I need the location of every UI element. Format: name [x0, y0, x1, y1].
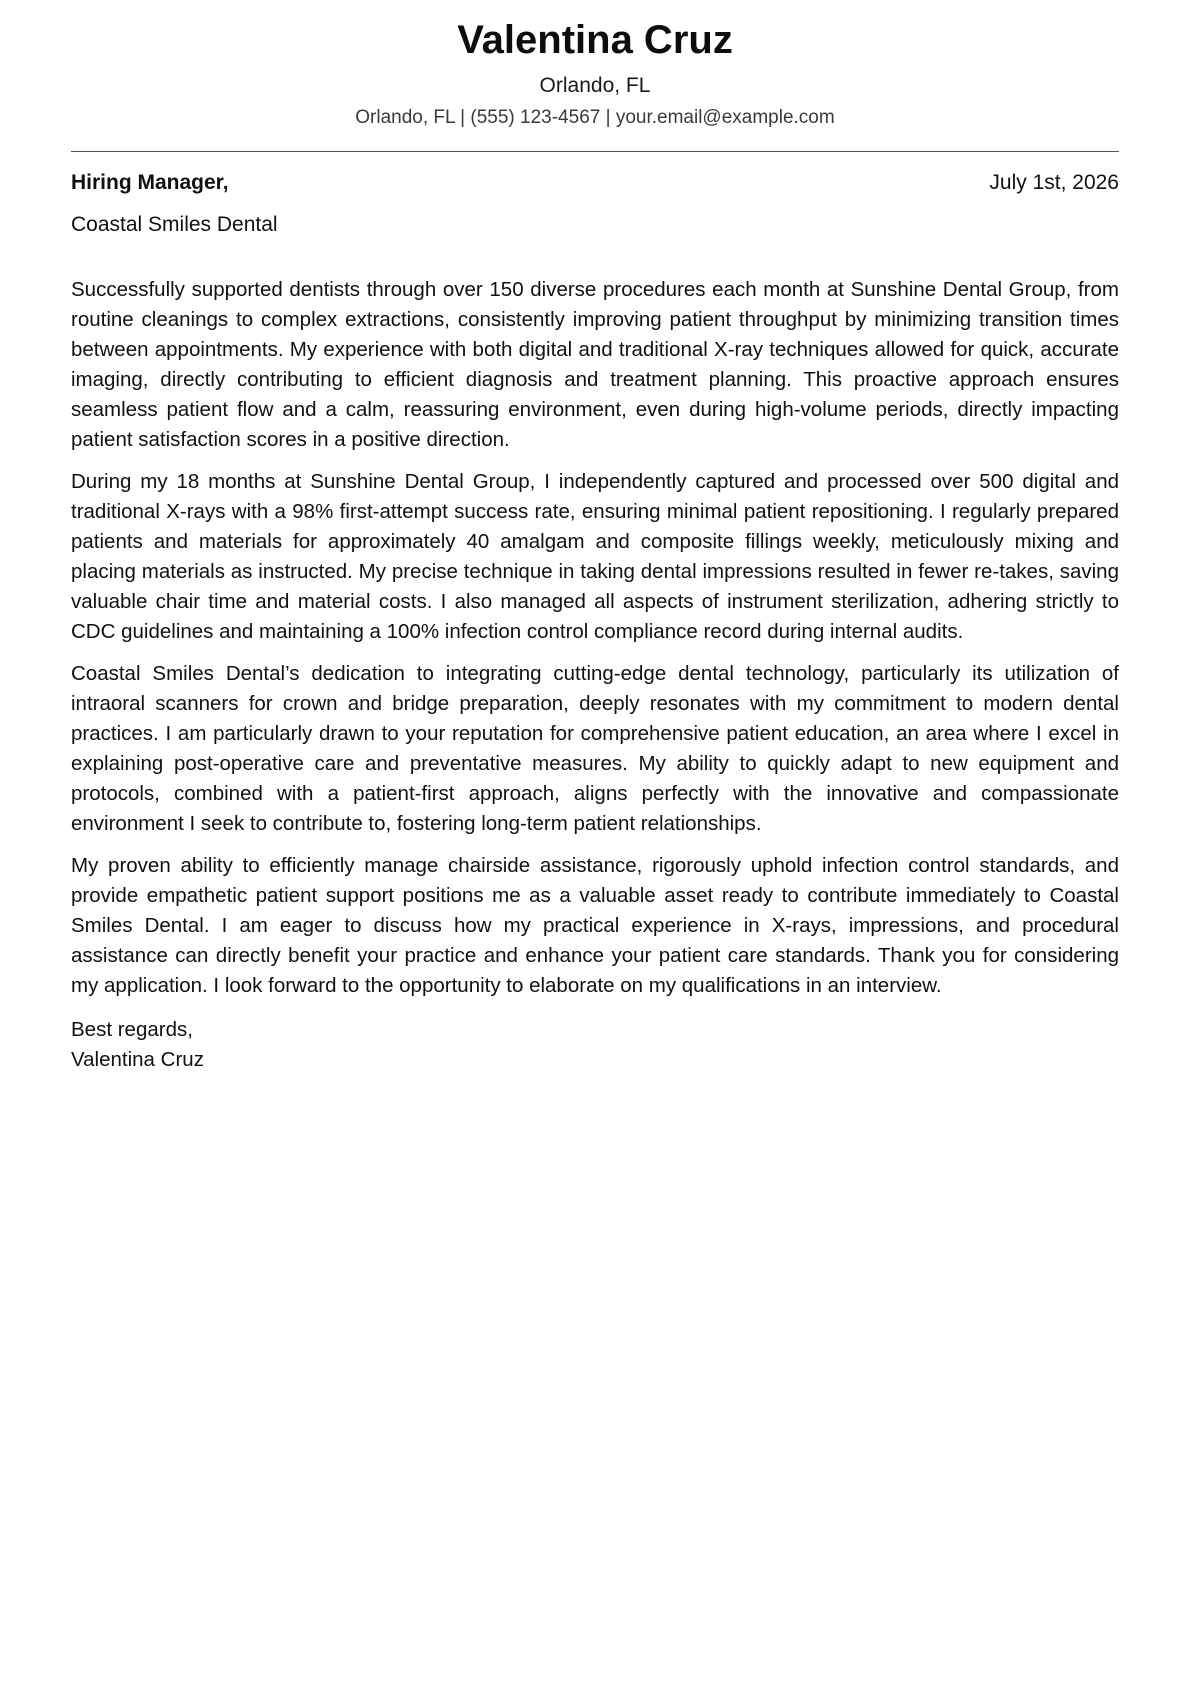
- body-paragraph: During my 18 months at Sunshine Dental Group, I independently captured and processed over 500 digital and traditional X-rays with a 98% first-attempt success rate, ensuring minimal patient repositioning. I regularly prepared patients and materials for approximately 40 amalgam and composite fillings weekly, meticulously mixing and placing materials as instructed. My precise technique in taking dental impressions resulted in fewer re-takes, saving valuable chair time and material costs. I also managed all aspects of instrument sterilization, adhering strictly to CDC guidelines and maintaining a 100% infection control compliance record during internal audits.: [71, 470, 1119, 643]
- salutation-row: [71, 169, 1119, 197]
- company-name: Coastal Smiles Dental: [71, 213, 278, 236]
- applicant-name: Valentina Cruz: [457, 18, 733, 62]
- letter-header: [71, 0, 1119, 131]
- letter-closing: [71, 1015, 1119, 1075]
- body-paragraph: Successfully supported dentists through over 150 diverse procedures each month at Sunshine Dental Group, from routine cleanings to complex extractions, consistently improving patient throughput by minimizing transition times between appointments. My experience with both digital and traditional X-ray techniques allowed for quick, accurate imaging, directly contributing to efficient diagnosis and treatment planning. This proactive approach ensures seamless patient flow and a calm, reassuring environment, even during high-volume periods, directly impacting patient satisfaction scores in a positive direction.: [71, 278, 1119, 451]
- body-paragraph: Coastal Smiles Dental’s dedication to integrating cutting-edge dental technology, particularly its utilization of intraoral scanners for crown and bridge preparation, deeply resonates with my commitment to modern dental practices. I am particularly drawn to your reputation for comprehensive patient education, an area where I excel in explaining post-operative care and preventative measures. My ability to quickly adapt to new equipment and protocols, combined with a patient-first approach, aligns perfectly with the innovative and compassionate environment I seek to contribute to, fostering long-term patient relationships.: [71, 662, 1119, 835]
- recipient: Hiring Manager,: [71, 171, 229, 194]
- body-paragraph: My proven ability to efficiently manage chairside assistance, rigorously uphold infection control standards, and provide empathetic patient support positions me as a valuable asset ready to contribute immediately to Coastal Smiles Dental. I am eager to discuss how my practical experience in X-rays, impressions, and procedural assistance can directly benefit your practice and enhance your patient care standards. Thank you for considering my application. I look forward to the opportunity to elaborate on my qualifications in an interview.: [71, 854, 1119, 997]
- contact-line: Orlando, FL | (555) 123-4567 | your.email@example.com: [355, 107, 835, 128]
- applicant-location: Orlando, FL: [539, 74, 651, 97]
- letter-date: July 1st, 2026: [989, 171, 1119, 194]
- header-divider: [71, 151, 1119, 152]
- letter-body: [71, 275, 1119, 1001]
- closing-phrase: Best regards,: [71, 1018, 193, 1041]
- signature-name: Valentina Cruz: [71, 1048, 204, 1071]
